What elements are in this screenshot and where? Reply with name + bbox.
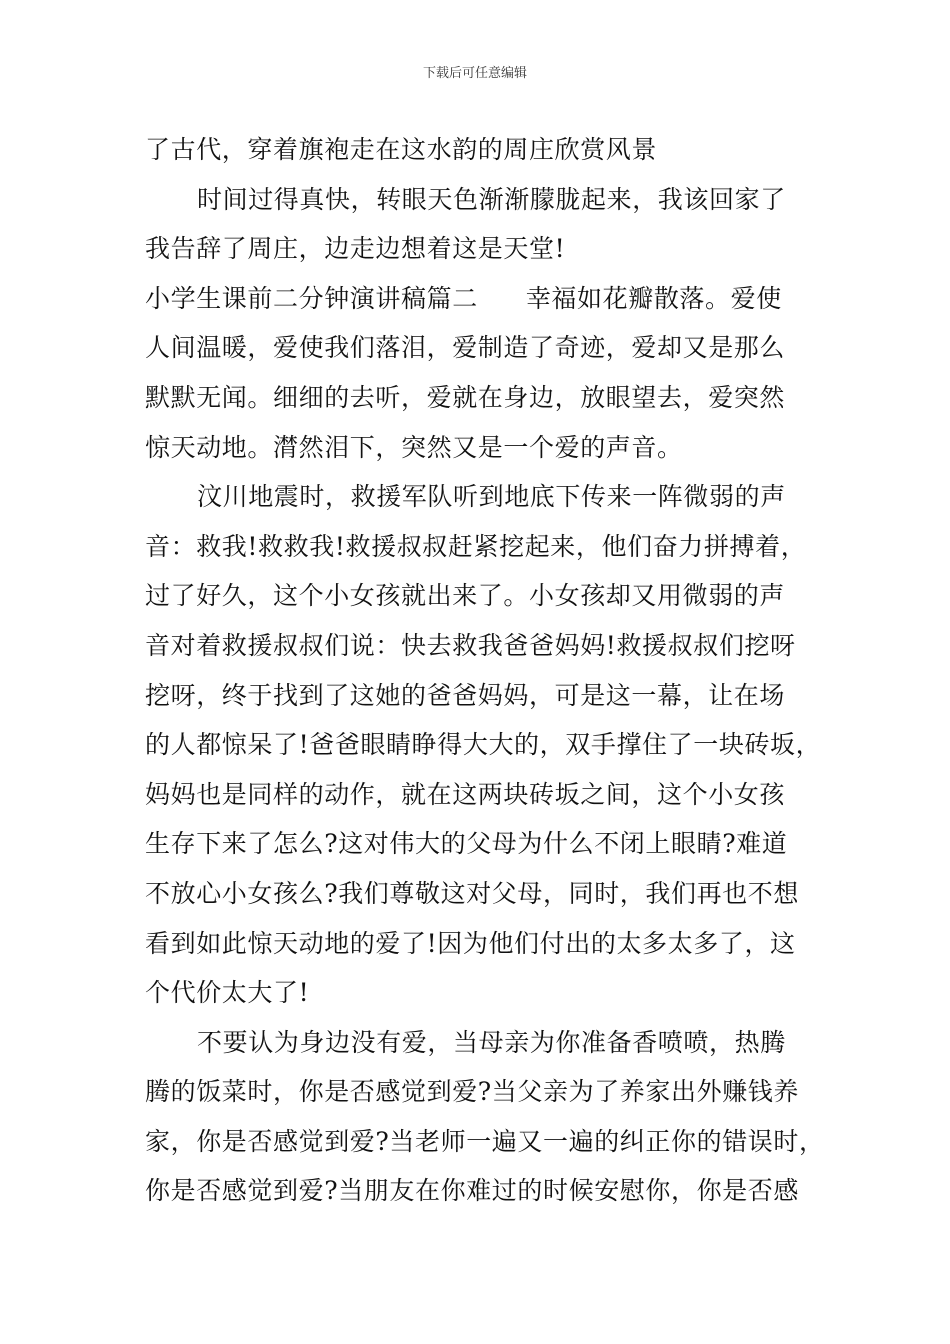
text-line: 个代价太大了! <box>145 978 310 1008</box>
section-title-line <box>145 279 825 329</box>
text-line: 的人都惊呆了!爸爸眼睛睁得大大的，双手撑住了一块砖坂， <box>145 730 822 760</box>
text-line: 生存下来了怎么?这对伟大的父母为什么不闭上眼睛?难道 <box>145 829 788 859</box>
text-line: 不要认为身边没有爱，当母亲为你准备香喷喷，热腾 <box>197 1027 786 1057</box>
text-line: 汶川地震时，救援军队听到地底下传来一阵微弱的声 <box>197 482 786 512</box>
text-line: 家，你是否感觉到爱?当老师一遍又一遍的纠正你的错误时， <box>145 1126 825 1156</box>
text-line: 过了好久，这个小女孩就出来了。小女孩却又用微弱的声 <box>145 581 786 611</box>
text-line: 惊天动地。潸然泪下，突然又是一个爱的声音。 <box>145 432 683 462</box>
text-line: 了古代，穿着旗袍走在这水韵的周庄欣赏风景 <box>145 135 658 164</box>
section-first-sentence: 幸福如花瓣散落。爱使 <box>525 283 782 313</box>
text-line: 时间过得真快，转眼天色渐渐朦胧起来，我该回家了 <box>197 184 786 214</box>
text-line: 腾的饭菜时，你是否感觉到爱?当父亲为了养家出外赚钱养 <box>145 1077 800 1107</box>
text-line: 看到如此惊天动地的爱了!因为他们付出的太多太多了，这 <box>145 928 796 958</box>
text-line: 音对着救援叔叔们说：快去救我爸爸妈妈!救援叔叔们挖呀 <box>145 630 796 660</box>
text-line: 默默无闻。细细的去听，爱就在身边，放眼望去，爱突然 <box>145 382 786 412</box>
text-line: 人间温暖，爱使我们落泪，爱制造了奇迹，爱却又是那么 <box>145 333 786 363</box>
document-body <box>145 130 825 1221</box>
text-line: 妈妈也是同样的动作，就在这两块砖坂之间，这个小女孩 <box>145 779 786 809</box>
section-title: 小学生课前二分钟演讲稿篇二 <box>145 283 478 313</box>
page-header: 下载后可任意编辑 <box>422 66 527 81</box>
text-line: 不放心小女孩么?我们尊敬这对父母，同时，我们再也不想 <box>145 878 800 908</box>
text-line: 你是否感觉到爱?当朋友在你难过的时候安慰你，你是否感 <box>145 1176 800 1206</box>
text-line: 挖呀，终于找到了这她的爸爸妈妈，可是这一幕，让在场 <box>145 680 786 710</box>
text-line: 我告辞了周庄，边走边想着这是天堂! <box>145 234 566 264</box>
text-line: 音：救我!救救我!救援叔叔赶紧挖起来，他们奋力拼搏着， <box>145 531 807 561</box>
